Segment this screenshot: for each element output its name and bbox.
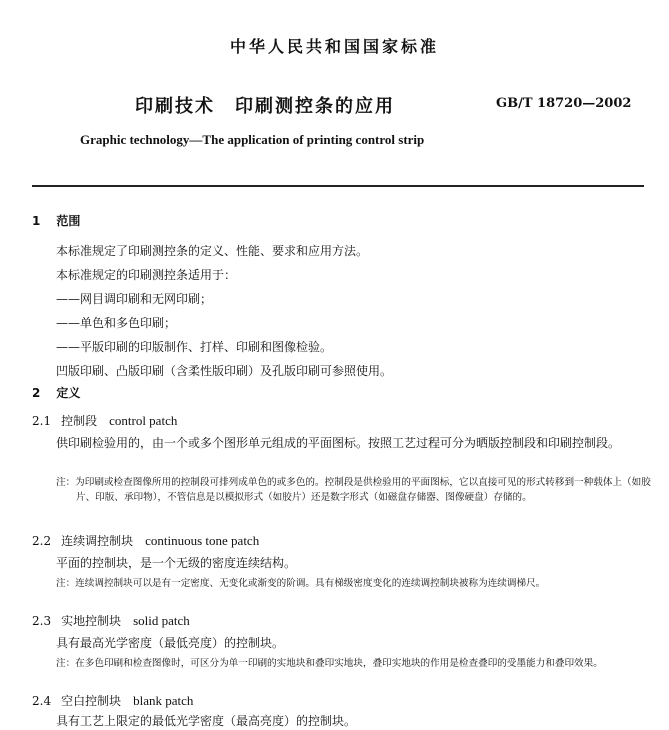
term-number: 2.1 (32, 414, 52, 428)
term-2-3-heading (32, 612, 190, 629)
term-en: control patch (109, 413, 178, 428)
term-2-1-definition: 供印刷检验用的，由一个或多个图形单元组成的平面图标。按照工艺过程可分为晒版控制段和印刷控制段。 (56, 436, 621, 450)
term-number: 2.4 (32, 694, 52, 708)
term-2-4-heading (32, 692, 193, 709)
term-cn: 连续调控制块 (61, 534, 134, 548)
section-1-line: 凹版印刷、凸版印刷（含柔性版印刷）及孔版印刷可参照使用。 (56, 364, 393, 378)
section-number: 2 (32, 386, 41, 400)
section-title: 定义 (56, 386, 81, 400)
standard-code: GB/T 18720—2002 (496, 96, 632, 111)
term-en: solid patch (133, 613, 190, 628)
section-1-list-item: ——网目调印刷和无网印刷； (56, 292, 213, 306)
header-divider (32, 185, 644, 187)
section-title: 范围 (56, 214, 81, 228)
term-2-1-note: 注：为印刷或检查图像所用的控制段可排列成单色的或多色的。控制段是供检验用的平面图标，它以直接可见的形式转移到一种载体上（如胶片、印版、承印物），不管信息是以模拟形式（如胶片）还是数字形式（如磁盘存储器、图像硬盘）存储的。 (56, 477, 651, 503)
term-2-2-heading (32, 532, 259, 549)
standard-category: 中华人民共和国国家标准 (229, 37, 439, 56)
term-2-3-definition: 具有最高光学密度（最低亮度）的控制块。 (56, 636, 285, 650)
term-number: 2.3 (32, 614, 52, 628)
section-1-list-item: ——单色和多色印刷； (56, 316, 177, 330)
section-1-line: 本标准规定的印刷测控条适用于： (56, 268, 237, 282)
section-1-heading (32, 212, 80, 229)
term-2-2-definition: 平面的控制块，是一个无级的密度连续结构。 (56, 556, 297, 570)
term-number: 2.2 (32, 534, 52, 548)
term-cn: 空白控制块 (61, 694, 122, 708)
document-title-cn: 印刷技术 印刷测控条的应用 (135, 96, 395, 117)
term-en: continuous tone patch (145, 533, 260, 548)
document-title-en: Graphic technology—The application of printing control strip (80, 132, 425, 147)
term-cn: 实地控制块 (61, 614, 122, 628)
term-2-2-note: 注：连续调控制块可以是有一定密度、无变化或渐变的阶调。具有梯级密度变化的连续调控制块被称为连续调梯尺。 (56, 578, 546, 589)
section-2-heading (32, 384, 80, 401)
term-2-1-heading (32, 412, 177, 429)
term-cn: 控制段 (61, 414, 98, 428)
term-2-4-definition: 具有工艺上限定的最低光学密度（最高亮度）的控制块。 (56, 714, 357, 728)
section-number: 1 (32, 214, 41, 228)
section-1-line: 本标准规定了印刷测控条的定义、性能、要求和应用方法。 (56, 244, 369, 258)
term-en: blank patch (133, 693, 194, 708)
section-1-list-item: ——平版印刷的印版制作、打样、印刷和图像检验。 (56, 340, 333, 354)
term-2-3-note: 注：在多色印刷和检查图像时，可区分为单一印刷的实地块和叠印实地块，叠印实地块的作用是检查叠印的受墨能力和叠印效果。 (56, 658, 603, 669)
